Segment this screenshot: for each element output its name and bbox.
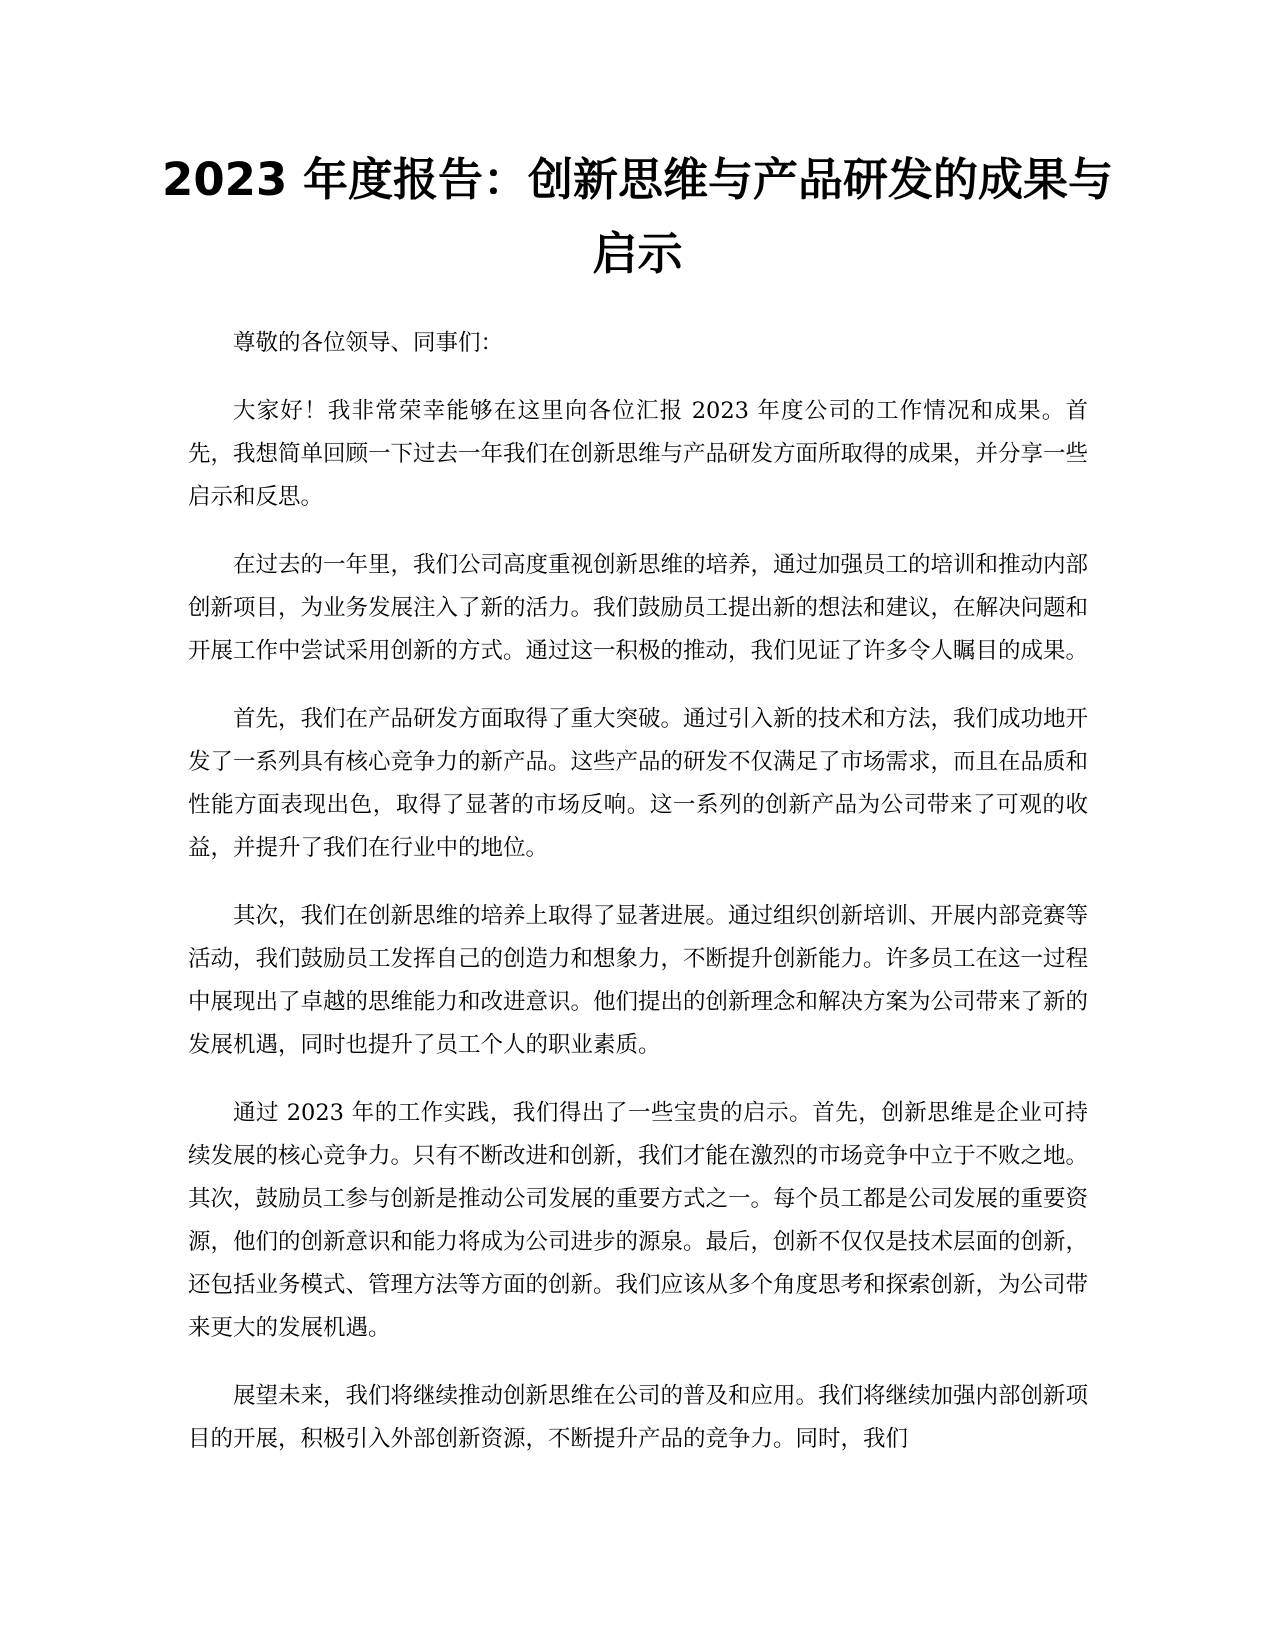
body-paragraph: 首先，我们在产品研发方面取得了重大突破。通过引入新的技术和方法，我们成功地开发了一系列具有核心竞争力的新产品。这些产品的研发不仅满足了市场需求，而且在品质和性能方面表现出色，取得了显著的市场反响。这一系列的创新产品为公司带来了可观的收益，并提升了我们在行业中的地位。 <box>188 706 1089 861</box>
body-paragraph: 展望未来，我们将继续推动创新思维在公司的普及和应用。我们将继续加强内部创新项目的开展，积极引入外部创新资源，不断提升产品的竞争力。同时，我们 <box>188 1383 1089 1452</box>
body-paragraph: 通过 2023 年的工作实践，我们得出了一些宝贵的启示。首先，创新思维是企业可持续发展的核心竞争力。只有不断改进和创新，我们才能在激烈的市场竞争中立于不败之地。其次，鼓励员工参与创新是推动公司发展的重要方式之一。每个员工都是公司发展的重要资源，他们的创新意识和能力将成为公司进步的源泉。最后，创新不仅仅是技术层面的创新，还包括业务模式、管理方法等方面的创新。我们应该从多个角度思考和探索创新，为公司带来更大的发展机遇。 <box>188 1100 1089 1341</box>
body-paragraph: 在过去的一年里，我们公司高度重视创新思维的培养，通过加强员工的培训和推动内部创新项目，为业务发展注入了新的活力。我们鼓励员工提出新的想法和建议，在解决问题和开展工作中尝试采用创新的方式。通过这一积极的推动，我们见证了许多令人瞩目的成果。 <box>188 552 1089 664</box>
salutation-paragraph: 尊敬的各位领导、同事们： <box>233 330 504 356</box>
document-title: 2023 年度报告：创新思维与产品研发的成果与启示 <box>162 153 1113 280</box>
body-paragraph: 大家好！我非常荣幸能够在这里向各位汇报 2023 年度公司的工作情况和成果。首先，我想简单回顾一下过去一年我们在创新思维与产品研发方面所取得的成果，并分享一些启示和反思。 <box>188 398 1089 510</box>
body-paragraph: 其次，我们在创新思维的培养上取得了显著进展。通过组织创新培训、开展内部竞赛等活动，我们鼓励员工发挥自己的创造力和想象力，不断提升创新能力。许多员工在这一过程中展现出了卓越的思维能力和改进意识。他们提出的创新理念和解决方案为公司带来了新的发展机遇，同时也提升了员工个人的职业素质。 <box>188 903 1089 1058</box>
document-body <box>188 322 1088 1486</box>
